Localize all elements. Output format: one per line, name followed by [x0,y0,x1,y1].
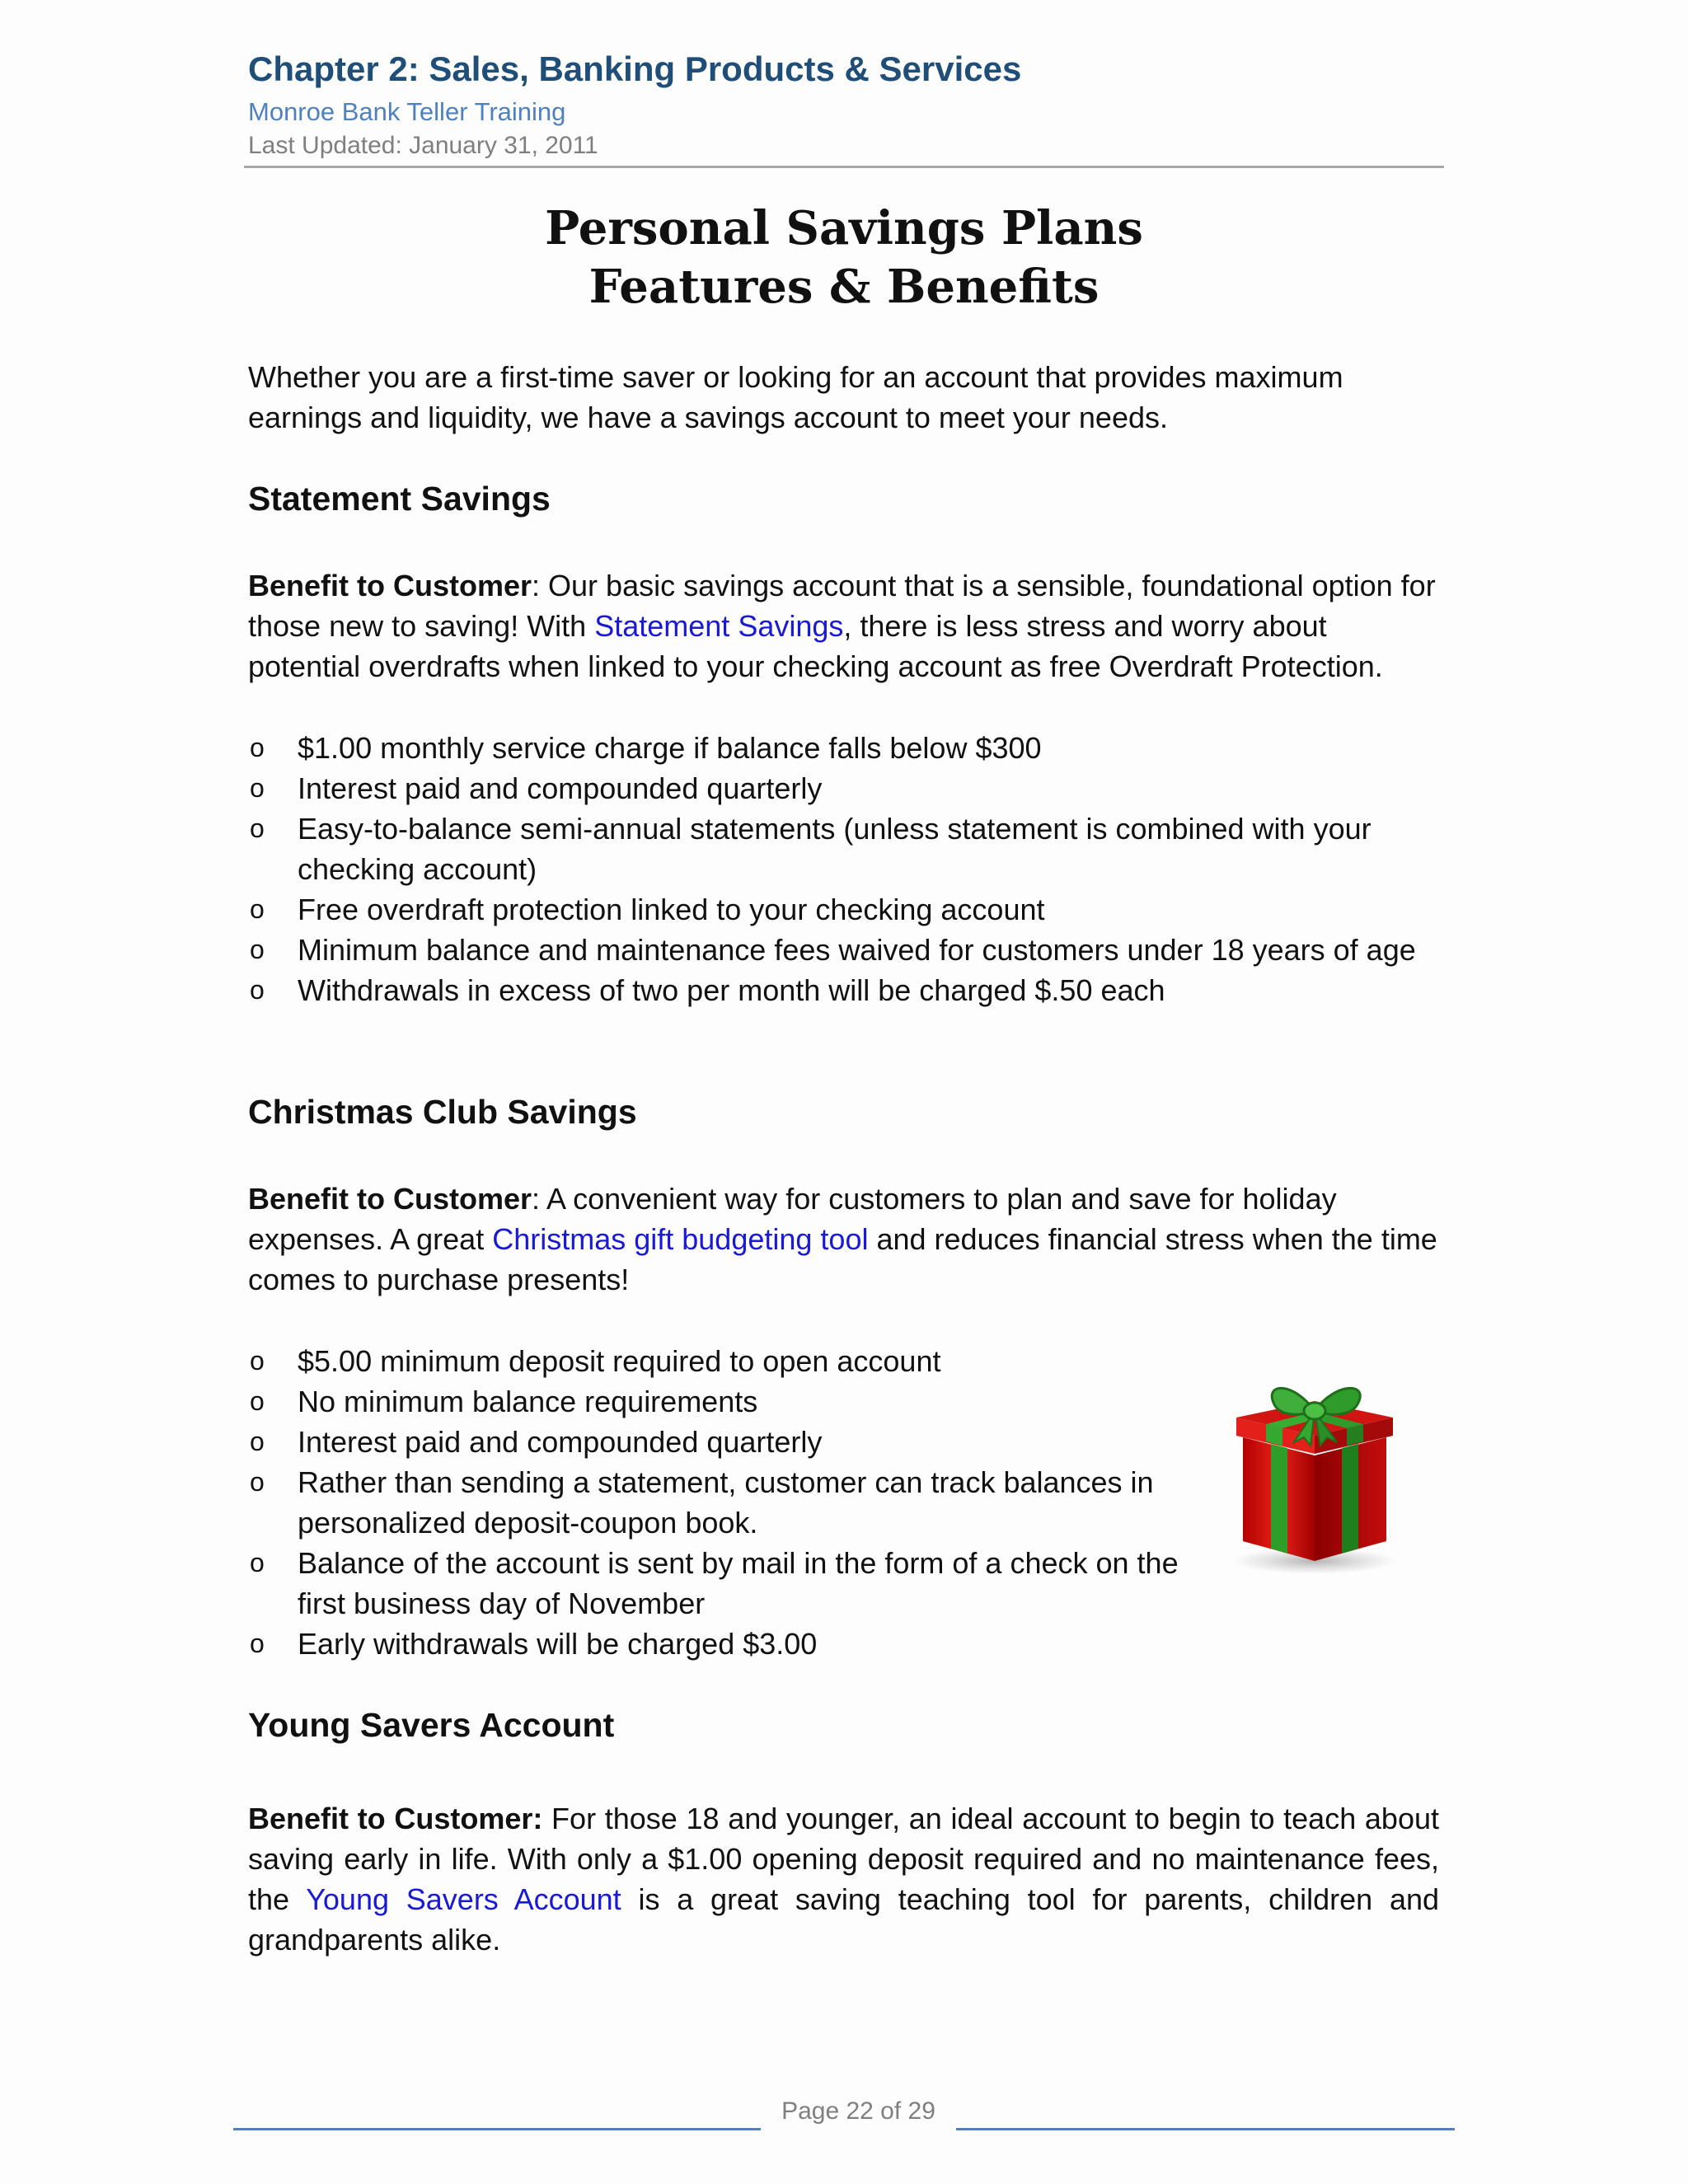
young-savers-benefit [248,1798,1439,1960]
circle-bullet-icon: o [250,1548,265,1577]
circle-bullet-icon: o [250,975,265,1005]
benefit-label: Benefit to Customer [248,1182,532,1216]
benefit-label: Benefit to Customer [248,569,532,602]
circle-bullet-icon: o [250,1467,265,1497]
last-updated: Last Updated: January 31, 2011 [248,132,598,159]
christmas-club-features [248,1341,1188,1664]
list-item-text: Free overdraft protection linked to your checking account [298,893,1045,926]
list-item-text: Rather than sending a statement, customer can track balances in personalized deposit-coupon book. [298,1465,1154,1540]
christmas-gift-budgeting-link[interactable]: Christmas gift budgeting tool [492,1222,869,1256]
list-item-text: No minimum balance requirements [298,1385,758,1418]
circle-bullet-icon: o [250,1386,265,1416]
list-item [248,889,1439,930]
list-item [248,768,1439,808]
list-item [248,970,1439,1010]
statement-savings-features [248,728,1439,1010]
benefit-text: : Our basic savings account that is a sensible, foundational option for those new to saving! With [248,569,1436,643]
intro-paragraph: Whether you are a first-time saver or looking for an account that provides maximum earnings and liquidity, we have a savings account to meet your needs. [248,360,1343,434]
page-title-line-1: Personal Savings Plans [545,201,1143,255]
list-item-text: Interest paid and compounded quarterly [298,1425,823,1459]
benefit-text: , there is less stress and worry about potential overdrafts when linked to your checking account as free Overdraft Protection. [248,609,1383,683]
circle-bullet-icon: o [250,894,265,924]
gift-box-icon [1228,1378,1401,1576]
list-item-text: $1.00 monthly service charge if balance falls below $300 [298,731,1042,765]
benefit-text: For those 18 and younger, an ideal account to begin to teach about saving early in life. With only a $1.00 opening deposit required and no maintenance fees, the [248,1802,1439,1916]
list-item-text: Interest paid and compounded quarterly [298,771,823,805]
christmas-club-benefit [248,1179,1439,1300]
list-item-text: Minimum balance and maintenance fees waived for customers under 18 years of age [298,933,1416,967]
footer-divider-right [956,2128,1455,2130]
circle-bullet-icon: o [250,733,265,762]
list-item-text: $5.00 minimum deposit required to open account [298,1344,941,1378]
statement-savings-benefit [248,565,1439,687]
circle-bullet-icon: o [250,773,265,803]
footer-divider-left [233,2128,761,2130]
benefit-text: : A convenient way for customers to plan and save for holiday expenses. A great [248,1182,1337,1256]
document-subtitle: Monroe Bank Teller Training [248,97,566,126]
benefit-label: Benefit to Customer: [248,1802,543,1835]
page-number: Page 22 of 29 [781,2097,935,2125]
header-divider [244,166,1444,168]
benefit-text: is a great saving teaching tool for parents, children and grandparents alike. [248,1882,1440,1957]
list-item-text: Withdrawals in excess of two per month will be charged $.50 each [298,973,1165,1007]
benefit-text: and reduces financial stress when the time comes to purchase presents! [248,1222,1437,1296]
statement-savings-link[interactable]: Statement Savings [594,609,844,643]
circle-bullet-icon: o [250,935,265,964]
list-item [248,1422,1188,1462]
circle-bullet-icon: o [250,1427,265,1456]
list-item [248,728,1439,768]
circle-bullet-icon: o [250,813,265,843]
list-item [248,1624,1188,1664]
list-item [248,1543,1188,1624]
young-savers-heading: Young Savers Account [248,1706,615,1744]
page-title-line-2: Features & Benefits [588,260,1100,314]
young-savers-link[interactable]: Young Savers Account [306,1882,621,1916]
christmas-club-heading: Christmas Club Savings [248,1093,637,1131]
circle-bullet-icon: o [250,1629,265,1658]
list-item [248,1381,1188,1422]
list-item-text: Early withdrawals will be charged $3.00 [298,1627,818,1661]
list-item-text: Easy-to-balance semi-annual statements (unless statement is combined with your checking account) [298,812,1372,886]
list-item [248,930,1439,970]
list-item [248,808,1439,889]
statement-savings-heading: Statement Savings [248,480,551,518]
list-item-text: Balance of the account is sent by mail in the form of a check on the first business day of November [298,1546,1179,1620]
circle-bullet-icon: o [250,1346,265,1376]
chapter-title: Chapter 2: Sales, Banking Products & Services [248,49,1022,88]
list-item [248,1462,1188,1543]
list-item [248,1341,1188,1381]
